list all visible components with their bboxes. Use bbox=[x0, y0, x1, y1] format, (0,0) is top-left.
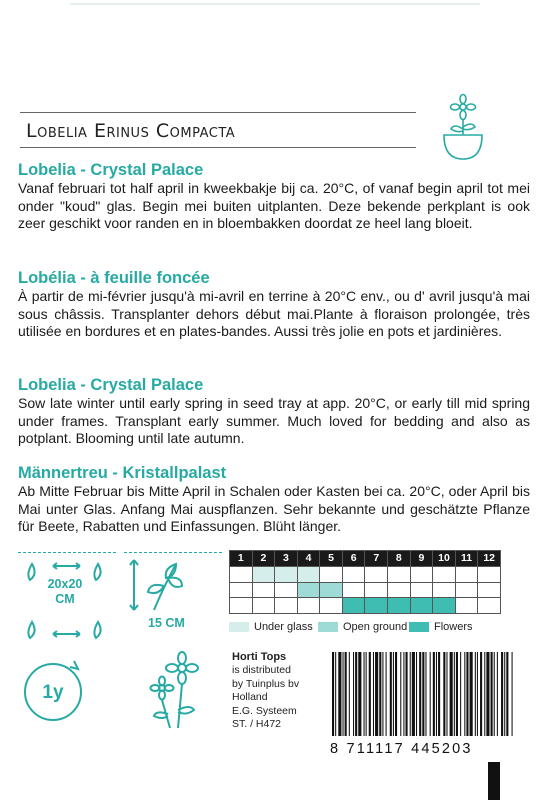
legend-label: Flowers bbox=[434, 621, 473, 633]
barcode-bar bbox=[364, 652, 365, 736]
calendar-cell bbox=[433, 567, 456, 583]
calendar-cell bbox=[252, 598, 275, 614]
brand-name: Horti Tops bbox=[232, 651, 287, 663]
flower-icon bbox=[140, 650, 210, 740]
legend-label: Open ground bbox=[343, 621, 408, 633]
barcode-bar bbox=[484, 652, 485, 736]
calendar-cell bbox=[455, 567, 478, 583]
calendar-cell bbox=[275, 567, 298, 583]
calendar-row bbox=[230, 567, 501, 583]
calendar-cell bbox=[365, 598, 388, 614]
barcode-bar bbox=[386, 652, 387, 736]
calendar-cell bbox=[342, 598, 365, 614]
title-box bbox=[20, 112, 416, 148]
calendar-cell bbox=[230, 567, 253, 583]
top-divider bbox=[70, 3, 480, 5]
calendar-cell bbox=[342, 582, 365, 598]
calendar-cell bbox=[320, 582, 343, 598]
barcode-bar bbox=[419, 652, 421, 736]
calendar-cell bbox=[388, 598, 411, 614]
section-dutch bbox=[18, 160, 530, 233]
barcode-bar bbox=[335, 652, 336, 736]
barcode-bar bbox=[390, 652, 392, 736]
dashed-divider bbox=[124, 552, 222, 553]
calendar-month-header: 1 bbox=[230, 551, 253, 567]
distributor-line: Holland bbox=[232, 691, 268, 704]
barcode-bar bbox=[393, 652, 394, 736]
calendar-month-header: 11 bbox=[455, 551, 478, 567]
section-heading: Lobélia - à feuille foncée bbox=[18, 269, 210, 287]
calendar-cell bbox=[478, 567, 501, 583]
calendar-cell bbox=[252, 582, 275, 598]
barcode-bar bbox=[379, 652, 381, 736]
calendar-month-header: 6 bbox=[342, 551, 365, 567]
barcode-bar bbox=[460, 652, 461, 736]
calendar-cell bbox=[230, 598, 253, 614]
calendar-month-header: 9 bbox=[410, 551, 433, 567]
calendar-cell bbox=[297, 582, 320, 598]
page-title: Lobelia Erinus Compacta bbox=[26, 120, 236, 142]
barcode-bar bbox=[355, 652, 357, 736]
calendar-month-header: 8 bbox=[388, 551, 411, 567]
calendar-cell bbox=[320, 598, 343, 614]
height-label: 15 CM bbox=[148, 616, 185, 630]
distributor-line: is distributed bbox=[232, 664, 291, 677]
section-text: Vanaf februari tot half april in kweekbakje bij ca. 20°C, of vanaf begin april tot mei onder "koud" glas. Begin mei buiten uitplanten. Deze bekende perkplant is ook zeer geschikt voor randen en in bloembakken doordat ze heel lang bloeit. bbox=[18, 180, 530, 232]
calendar-cell bbox=[275, 598, 298, 614]
section-heading: Lobelia - Crystal Palace bbox=[18, 161, 204, 179]
distributor-line: E.G. Systeem bbox=[232, 704, 297, 717]
barcode-bar bbox=[464, 652, 465, 736]
calendar-month-header: 12 bbox=[478, 551, 501, 567]
barcode-bar bbox=[406, 652, 408, 736]
barcode-bar bbox=[506, 652, 508, 736]
barcode-bar bbox=[366, 652, 367, 736]
barcode-bar bbox=[466, 652, 468, 736]
calendar-cell bbox=[410, 582, 433, 598]
barcode-bar bbox=[494, 652, 495, 736]
sowing-calendar bbox=[229, 550, 501, 614]
barcode-bar bbox=[430, 652, 431, 736]
barcode-bar bbox=[433, 652, 435, 736]
barcode-bar bbox=[338, 652, 341, 736]
barcode-bar bbox=[373, 652, 374, 736]
barcode-bar bbox=[446, 652, 447, 736]
barcode-bar bbox=[504, 652, 505, 736]
barcode-bar bbox=[501, 652, 503, 736]
calendar-cell bbox=[478, 582, 501, 598]
section-french bbox=[18, 268, 530, 341]
barcode-bar bbox=[410, 652, 411, 736]
flowerpot-icon bbox=[440, 93, 486, 163]
barcode-bar bbox=[470, 652, 473, 736]
barcode-bar bbox=[450, 652, 453, 736]
calendar-cell bbox=[297, 567, 320, 583]
calendar-cell bbox=[410, 598, 433, 614]
legend-swatch bbox=[318, 622, 338, 632]
barcode-bar bbox=[443, 652, 445, 736]
calendar-cell bbox=[455, 598, 478, 614]
barcode-bar bbox=[480, 652, 482, 736]
distributor-info bbox=[232, 651, 299, 731]
distributor-line: ST. / H472 bbox=[232, 718, 282, 731]
section-heading: Männertreu - Kristallpalast bbox=[18, 464, 227, 482]
calendar-row bbox=[230, 598, 501, 614]
spacing-label: 20x20 CM bbox=[47, 577, 83, 606]
calendar-cell bbox=[455, 582, 478, 598]
barcode-bar bbox=[395, 652, 397, 736]
calendar-cell bbox=[365, 582, 388, 598]
calendar-cell bbox=[433, 598, 456, 614]
calendar-month-header: 5 bbox=[320, 551, 343, 567]
calendar-month-header: 2 bbox=[252, 551, 275, 567]
barcode-bar bbox=[497, 652, 498, 736]
calendar-cell bbox=[342, 567, 365, 583]
calendar-month-header: 3 bbox=[275, 551, 298, 567]
calendar-cell bbox=[320, 567, 343, 583]
barcode-bars bbox=[330, 652, 516, 736]
section-german bbox=[18, 463, 530, 536]
barcode-bar bbox=[486, 652, 489, 736]
barcode-bar bbox=[353, 652, 354, 736]
distributor-line: by Tuinplus bv bbox=[232, 677, 300, 690]
legend-swatch bbox=[409, 622, 429, 632]
legend-swatch bbox=[229, 622, 249, 632]
barcode-bar bbox=[345, 652, 347, 736]
calendar-cell bbox=[433, 582, 456, 598]
section-english bbox=[18, 375, 530, 448]
calendar-cell bbox=[365, 567, 388, 583]
barcode-bar bbox=[477, 652, 478, 736]
calendar-cell bbox=[275, 582, 298, 598]
barcode-bar bbox=[454, 652, 455, 736]
edge-mark bbox=[488, 762, 500, 800]
section-heading: Lobelia - Crystal Palace bbox=[18, 376, 204, 394]
barcode-bar bbox=[400, 652, 401, 736]
barcode-bar bbox=[375, 652, 378, 736]
barcode-bar bbox=[332, 652, 334, 736]
section-text: À partir de mi-février jusqu'à mi-avril en terrine à 20°C env., ou d' avril jusqu'à mai sous châssis. Transplanter dehors début mai.Plante à floraison prolongée, très utilisée en bordures et en plates-bandes. Aussi très jolie en pots et jardinières. bbox=[18, 288, 530, 340]
calendar-row bbox=[230, 582, 501, 598]
calendar-cell bbox=[388, 582, 411, 598]
calendar-month-header: 7 bbox=[365, 551, 388, 567]
calendar-month-header: 4 bbox=[297, 551, 320, 567]
section-text: Ab Mitte Februar bis Mitte April in Schalen oder Kasten bei ca. 20°C, oder April bis Mai unter Glas. Anfang Mai auspflanzen. Sehr bekannte und geschätzte Pflanze für Beete, Rabatten und Einfassungen. Blüht länger. bbox=[18, 483, 530, 535]
calendar-cell bbox=[230, 582, 253, 598]
barcode-bar bbox=[422, 652, 424, 736]
calendar-cell bbox=[252, 567, 275, 583]
barcode-bar bbox=[456, 652, 458, 736]
calendar-cell bbox=[478, 598, 501, 614]
dashed-divider bbox=[18, 552, 116, 553]
legend-label: Under glass bbox=[254, 621, 313, 633]
calendar-cell bbox=[388, 567, 411, 583]
barcode-bar bbox=[403, 652, 404, 736]
barcode-bar bbox=[369, 652, 371, 736]
barcode-bar bbox=[491, 652, 493, 736]
barcode-bar bbox=[343, 652, 344, 736]
lifecycle-label: 1y bbox=[42, 682, 64, 703]
barcode-bar bbox=[412, 652, 415, 736]
calendar-cell bbox=[297, 598, 320, 614]
barcode-bar bbox=[349, 652, 350, 736]
barcode-bar bbox=[438, 652, 440, 736]
barcode-number: 8 711117 445203 bbox=[330, 741, 473, 757]
barcode-bar bbox=[425, 652, 426, 736]
barcode-bar bbox=[512, 652, 513, 736]
barcode-bar bbox=[475, 652, 476, 736]
barcode-bar bbox=[436, 652, 437, 736]
barcode-bar bbox=[382, 652, 383, 736]
barcode-bar bbox=[416, 652, 417, 736]
section-text: Sow late winter until early spring in seed tray at app. 20°C, or early till mid spring under frames. Transplant early summer. Much loved for bedding and also as potplant. Blooming until late autumn. bbox=[18, 395, 530, 447]
barcode-bar bbox=[358, 652, 361, 736]
calendar-cell bbox=[410, 567, 433, 583]
plant-height-icon bbox=[124, 556, 220, 616]
calendar-month-header: 10 bbox=[433, 551, 456, 567]
